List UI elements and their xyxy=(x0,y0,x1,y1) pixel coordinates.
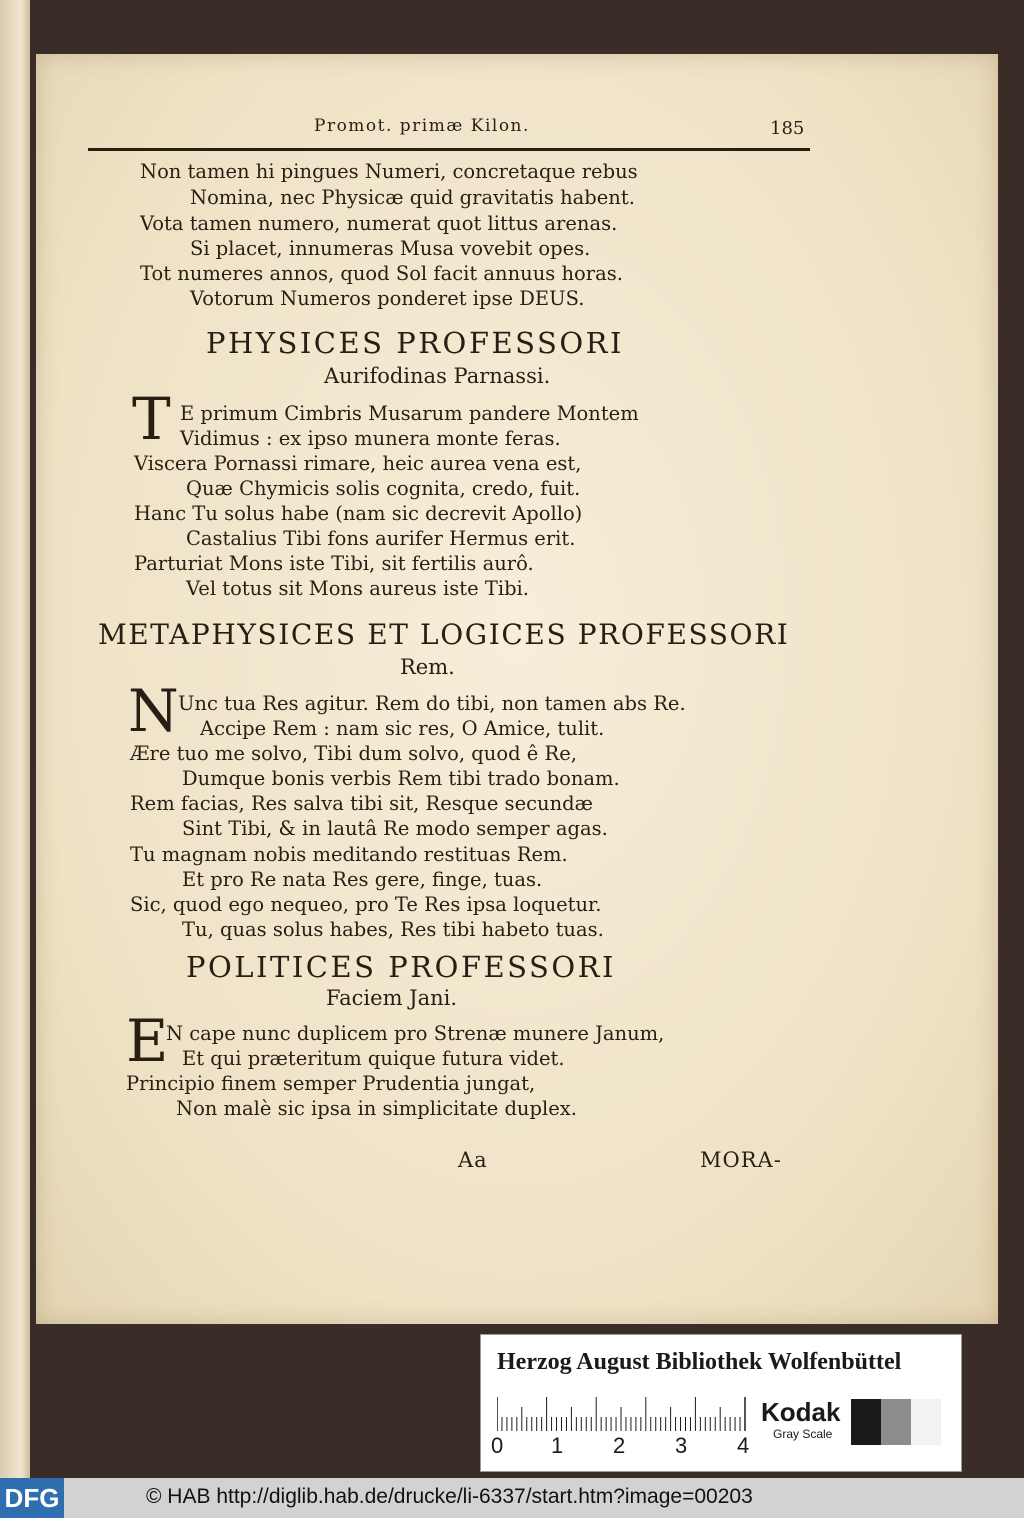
citation-text: © HAB http://diglib.hab.de/drucke/li-6337/start.htm?image=00203 xyxy=(146,1485,753,1508)
drop-cap: E xyxy=(126,1007,169,1075)
gray-swatch xyxy=(881,1399,911,1445)
ruler-number: 3 xyxy=(675,1433,688,1458)
verse-line: Non malè sic ipsa in simplicitate duplex. xyxy=(176,1097,577,1120)
dfg-logo: DFG xyxy=(0,1478,64,1518)
verse-line: Accipe Rem : nam sic res, O Amice, tulit. xyxy=(200,717,605,740)
section-heading: PHYSICES PROFESSORI xyxy=(206,326,624,360)
ruler-numbers xyxy=(491,1433,751,1463)
previous-page-edge xyxy=(0,0,30,1480)
ruler-scale xyxy=(497,1397,747,1431)
catchword: MORA- xyxy=(700,1148,782,1172)
verse-line: Nomina, nec Physicæ quid gravitatis habent. xyxy=(190,186,635,209)
verse-line: Vel totus sit Mons aureus iste Tibi. xyxy=(186,577,529,600)
verse-line: N cape nunc duplicem pro Strenæ munere Janum, xyxy=(166,1022,665,1045)
running-head: Promot. primæ Kilon. xyxy=(314,116,530,136)
verse-line: Principio finem semper Prudentia jungat, xyxy=(126,1072,536,1095)
verse-line: Viscera Pornassi rimare, heic aurea vena est, xyxy=(134,452,582,475)
drop-cap: T xyxy=(132,385,171,453)
ruler-number: 2 xyxy=(613,1433,626,1458)
verse-line: Ære tuo me solvo, Tibi dum solvo, quod ê Re, xyxy=(130,742,577,765)
verse-line: Non tamen hi pingues Numeri, concretaque rebus xyxy=(140,160,638,183)
color-scale-card xyxy=(480,1334,962,1472)
verse-line: Et qui præteritum quique futura videt. xyxy=(182,1047,565,1070)
verse-line: Parturiat Mons iste Tibi, sit fertilis aurô. xyxy=(134,552,534,575)
verse-line: Si placet, innumeras Musa vovebit opes. xyxy=(190,237,591,260)
section-subheading: Rem. xyxy=(400,655,455,679)
section-subheading: Aurifodinas Parnassi. xyxy=(324,364,551,388)
page-number: 185 xyxy=(770,118,805,139)
ruler-number: 1 xyxy=(551,1433,564,1458)
verse-line: Tu, quas solus habes, Res tibi habeto tuas. xyxy=(182,918,604,941)
gray-swatch xyxy=(911,1399,941,1445)
verse-line: Unc tua Res agitur. Rem do tibi, non tamen abs Re. xyxy=(178,692,686,715)
section-heading: METAPHYSICES ET LOGICES PROFESSORI xyxy=(98,618,790,651)
verse-line: Hanc Tu solus habe (nam sic decrevit Apollo) xyxy=(134,502,583,525)
verse-line: Sic, quod ego nequeo, pro Te Res ipsa loquetur. xyxy=(130,893,602,916)
gray-swatch xyxy=(851,1399,881,1445)
verse-line: Vota tamen numero, numerat quot littus arenas. xyxy=(140,212,618,235)
verse-line: Quæ Chymicis solis cognita, credo, fuit. xyxy=(186,477,581,500)
ruler-number: 0 xyxy=(491,1433,504,1458)
ruler-number: 4 xyxy=(737,1433,750,1458)
section-subheading: Faciem Jani. xyxy=(326,986,458,1010)
verse-line: Tot numeres annos, quod Sol facit annuus horas. xyxy=(140,262,623,285)
signature-mark: Aa xyxy=(458,1148,488,1172)
verse-line: Tu magnam nobis meditando restituas Rem. xyxy=(130,843,568,866)
verse-line: Rem facias, Res salva tibi sit, Resque secundæ xyxy=(130,792,593,815)
verse-line: Votorum Numeros ponderet ipse DEUS. xyxy=(190,287,585,310)
verse-line: Dumque bonis verbis Rem tibi trado bonam. xyxy=(182,767,620,790)
header-rule xyxy=(88,148,810,151)
verse-line: Sint Tibi, & in lautâ Re modo semper agas. xyxy=(182,817,608,840)
verse-line: E primum Cimbris Musarum pandere Montem xyxy=(180,402,639,425)
verse-line: Vidimus : ex ipso munera monte feras. xyxy=(180,427,561,450)
drop-cap: N xyxy=(128,677,179,745)
verse-line: Castalius Tibi fons aurifer Hermus erit. xyxy=(186,527,576,550)
kodak-logo: Kodak xyxy=(761,1397,841,1427)
section-heading: POLITICES PROFESSORI xyxy=(186,950,616,984)
citation-bar xyxy=(0,1478,1024,1518)
verse-line: Et pro Re nata Res gere, finge, tuas. xyxy=(182,868,543,891)
library-name: Herzog August Bibliothek Wolfenbüttel xyxy=(497,1349,902,1375)
gray-scale-label: Gray Scale xyxy=(773,1427,833,1441)
